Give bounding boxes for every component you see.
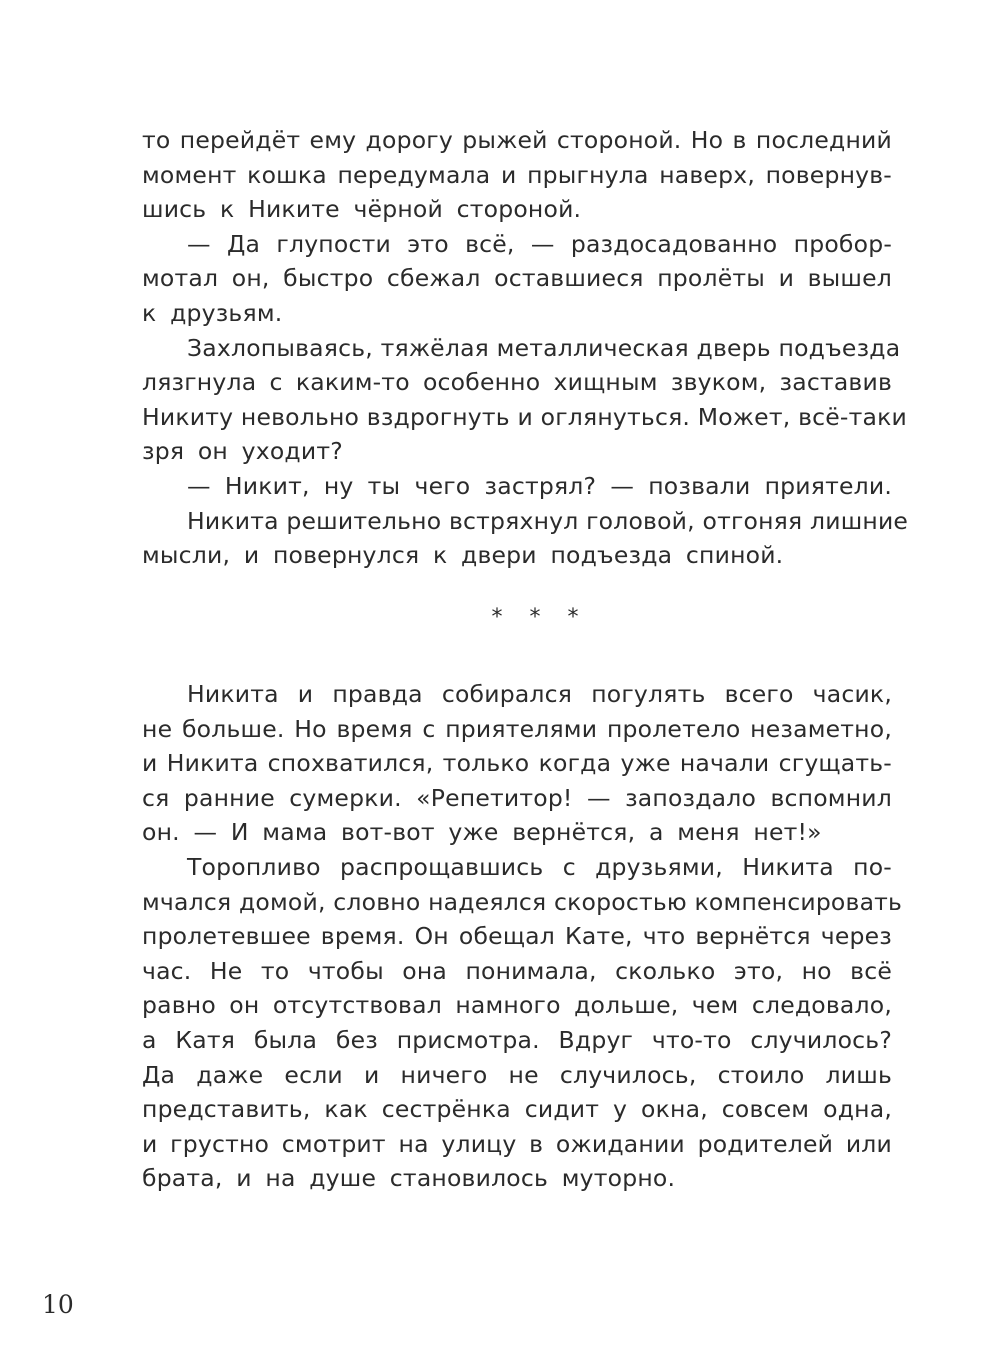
text-line: Никита решительно встряхнул головой, отгоняя лишние [187, 506, 909, 535]
text-line: Никита и правда собирался погулять всего часик, [187, 680, 892, 708]
text-line: брата, и на душе становилось муторно. [142, 1164, 676, 1193]
text-line: и Никита спохватился, только когда уже начали сгущать- [142, 749, 892, 778]
text-section-2 [142, 677, 903, 1196]
text-line: зря он уходит? [142, 437, 343, 466]
text-line: не больше. Но время с приятелями пролетело незаметно, [142, 714, 892, 743]
text-line: мысли, и повернулся к двери подъезда спиной. [142, 541, 784, 570]
text-line: момент кошка передумала и прыгнула наверх, повернув- [142, 160, 892, 189]
text-line: он. — И мама вот-вот уже вернётся, а меня нет!» [142, 818, 822, 847]
text-section-1 [142, 123, 909, 573]
text-line: — Никит, ну ты чего застрял? — позвали приятели. [187, 471, 892, 500]
text-line: пролетевшее время. Он обещал Кате, что вернётся через [142, 922, 892, 951]
text-line: лязгнула с каким-то особенно хищным звуком, заставив [142, 368, 892, 397]
text-line: и грустно смотрит на улицу в ожидании родителей или [142, 1129, 892, 1158]
text-line: мотал он, быстро сбежал оставшиеся пролёты и вышел [142, 264, 892, 293]
text-line: к друзьям. [142, 298, 283, 327]
text-line: представить, как сестрёнка сидит у окна, совсем одна, [142, 1095, 892, 1124]
page-number: 10 [42, 1290, 74, 1319]
text-line: — Да глупости это всё, — раздосадованно пробор- [187, 229, 892, 258]
text-line: равно он отсутствовал намного дольше, чем следовало, [142, 991, 892, 1020]
section-separator: * * * [491, 605, 589, 630]
text-line: ся ранние сумерки. «Репетитор! — запоздало вспомнил [142, 783, 892, 812]
text-line: Да даже если и ничего не случилось, стоило лишь [142, 1060, 892, 1089]
text-line: мчался домой, словно надеялся скоростью компенсировать [142, 887, 903, 916]
text-line: час. Не то чтобы она понимала, сколько это, но всё [142, 956, 892, 985]
text-line: Торопливо распрощавшись с друзьями, Никита по- [187, 852, 892, 881]
text-line: Никиту невольно вздрогнуть и оглянуться. Может, всё-таки [142, 402, 907, 431]
text-line: то перейдёт ему дорогу рыжей стороной. Но в последний [142, 126, 892, 154]
text-line: шись к Никите чёрной стороной. [142, 195, 582, 224]
text-line: Захлопываясь, тяжёлая металлическая дверь подъезда [187, 333, 901, 362]
text-line: а Катя была без присмотра. Вдруг что-то случилось? [142, 1025, 892, 1054]
